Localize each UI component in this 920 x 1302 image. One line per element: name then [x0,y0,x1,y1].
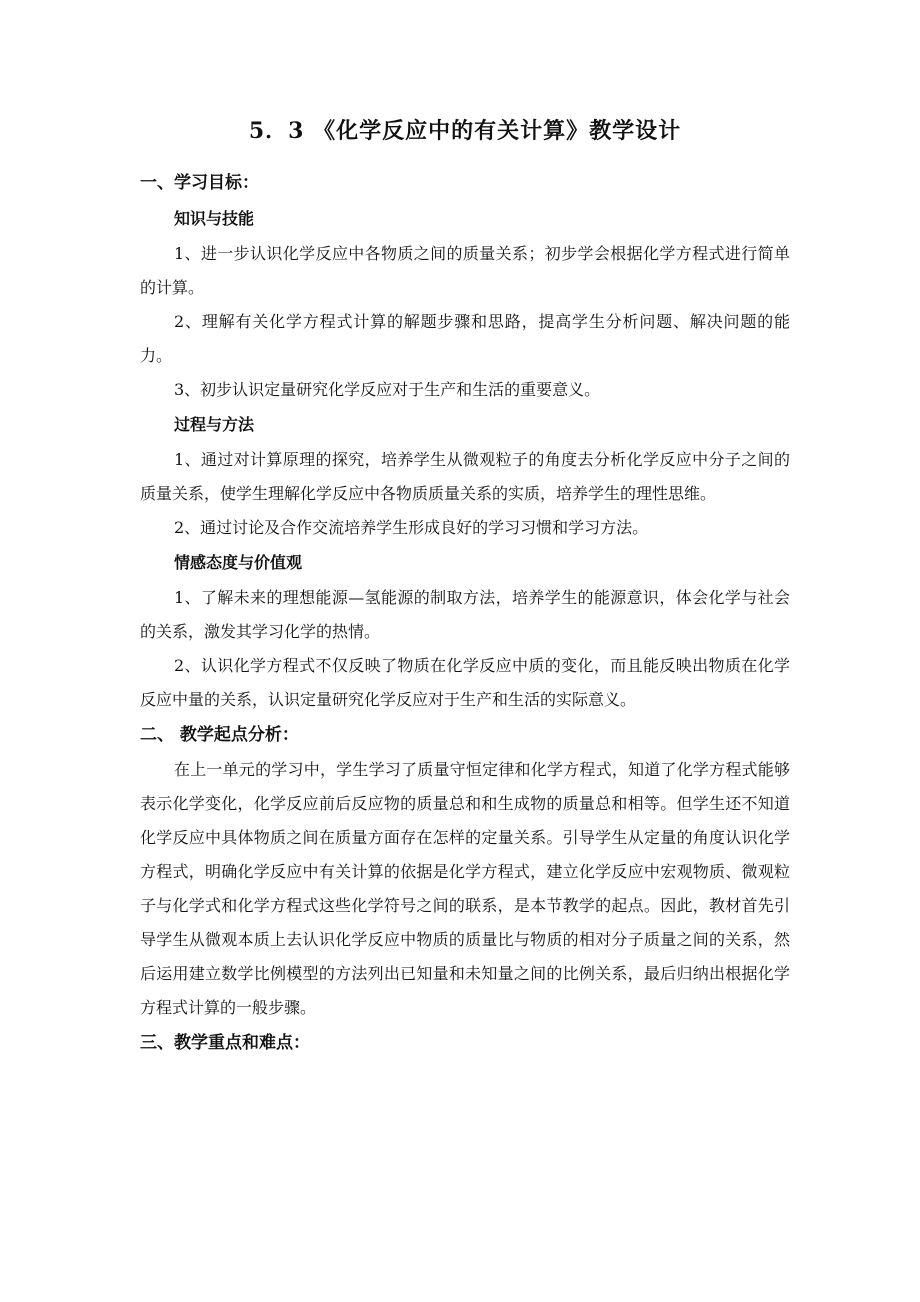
process-item-2: 2、通过讨论及合作交流培养学生形成良好的学习习惯和学习方法。 [174,518,649,537]
section-heading-key-points: 三、教学重点和难点： [140,1033,310,1053]
emotion-item-1: 1、了解未来的理想能源—氢能源的制取方法，培养学生的能源意识，体会化学与社会的关系，激发其学习化学的热情。 [140,588,790,641]
document-page [140,104,790,1061]
process-item-1: 1、通过对计算原理的探究，培养学生从微观粒子的角度去分析化学反应中分子之间的质量关系，使学生理解化学反应中各物质质量关系的实质，培养学生的理性思维。 [140,450,790,503]
knowledge-item-2: 2、理解有关化学方程式计算的解题步骤和思路，提高学生分析问题、解决问题的能力。 [140,312,790,365]
subheading-knowledge-skills: 知识与技能 [174,209,255,228]
subheading-emotion-values: 情感态度与价值观 [174,553,303,572]
emotion-item-2: 2、认识化学方程式不仅反映了物质在化学反应中质的变化，而且能反映出物质在化学反应中量的关系，认识定量研究化学反应对于生产和生活的实际意义。 [140,656,790,709]
knowledge-item-3: 3、初步认识定量研究化学反应对于生产和生活的重要意义。 [174,380,601,399]
section-heading-starting-point: 二、 教学起点分析： [140,725,299,745]
document-title: 5．3 《化学反应中的有关计算》教学设计 [248,118,682,144]
starting-point-body: 在上一单元的学习中，学生学习了质量守恒定律和化学方程式，知道了化学方程式能够表示化学变化，化学反应前后反应物的质量总和和生成物的质量总和相等。但学生还不知道化学反应中具体物质之间在质量方面存在怎样的定量关系。引导学生从定量的角度认识化学方程式，明确化学反应中有关计算的依据是化学方程式，建立化学反应中宏观物质、微观粒子与化学式和化学方程式这些化学符号之间的联系，是本节教学的起点。因此，教材首先引导学生从微观本质上去认识化学反应中物质的质量比与物质的相对分子质量之间的关系，然后运用建立数学比例模型的方法列出已知量和未知量之间的比例关系，最后归纳出根据化学方程式计算的一般步骤。 [140,760,790,1017]
knowledge-item-1: 1、进一步认识化学反应中各物质之间的质量关系；初步学会根据化学方程式进行简单的计算。 [140,244,790,297]
subheading-process-methods: 过程与方法 [174,415,255,434]
section-heading-learning-goals: 一、学习目标： [140,173,259,193]
